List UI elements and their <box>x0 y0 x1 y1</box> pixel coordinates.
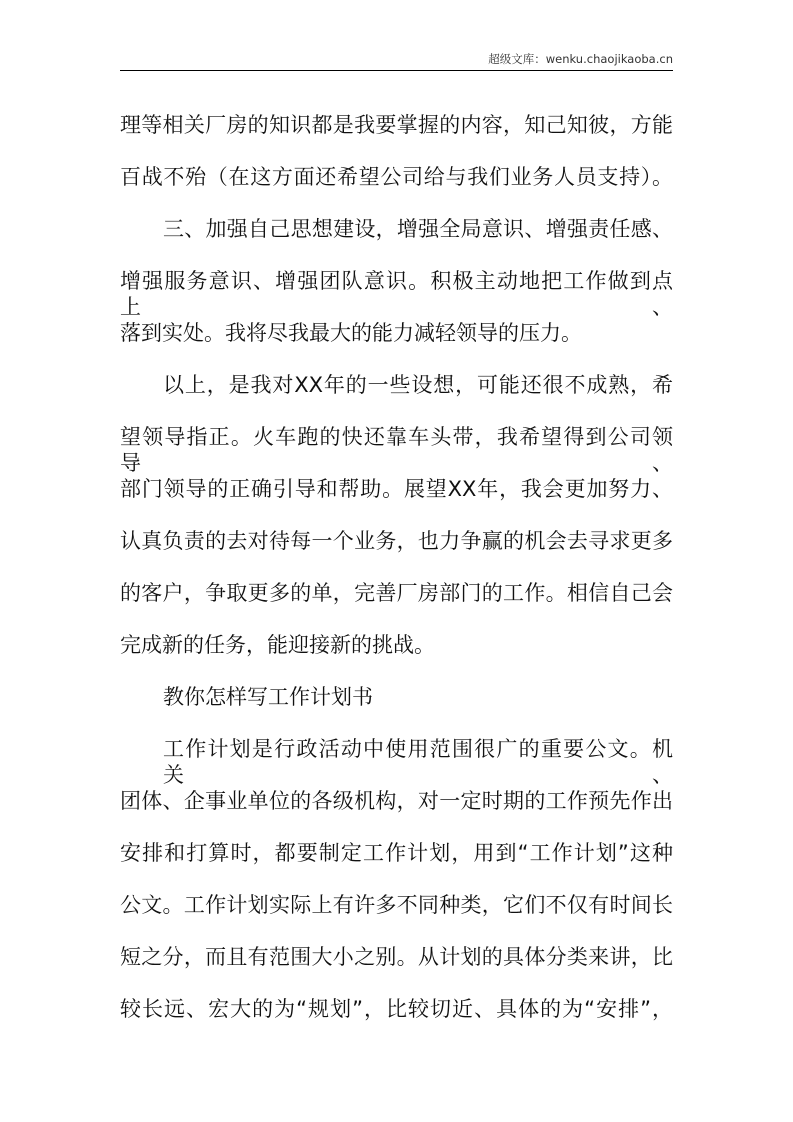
text-line: 增强服务意识、增强团队意识。积极主动地把工作做到点上、 <box>120 269 673 319</box>
text-line: 以上，是我对XX年的一些设想，可能还很不成熟，希 <box>163 373 673 397</box>
page-header-site: 超级文库：wenku.chaojikaoba.cn <box>488 52 673 66</box>
text-line: 团体、企事业单位的各级机构，对一定时期的工作预先作出 <box>120 789 673 813</box>
text-line: 公文。工作计划实际上有许多不同种类，它们不仅有时间长 <box>120 893 673 917</box>
text-line: 较长远、宏大的为“规划”，比较切近、具体的为“安排”， <box>120 997 673 1021</box>
text-line: 工作计划是行政活动中使用范围很广的重要公文。机关、 <box>163 737 673 787</box>
text-line: 安排和打算时，都要制定工作计划，用到“工作计划”这种 <box>120 841 673 865</box>
text-line: 部门领导的正确引导和帮助。展望XX年，我会更加努力、 <box>120 477 673 501</box>
text-line: 理等相关厂房的知识都是我要掌握的内容，知己知彼，方能 <box>120 113 673 137</box>
text-line: 完成新的任务，能迎接新的挑战。 <box>120 633 435 657</box>
text-line: 短之分，而且有范围大小之别。从计划的具体分类来讲，比 <box>120 945 673 969</box>
text-line: 教你怎样写工作计划书 <box>163 685 373 709</box>
text-line: 落到实处。我将尽我最大的能力减轻领导的压力。 <box>120 321 582 345</box>
text-line: 望领导指正。火车跑的快还靠车头带，我希望得到公司领导、 <box>120 425 673 475</box>
text-line: 三、加强自己思想建设，增强全局意识、增强责任感、 <box>163 217 673 241</box>
header-rule <box>120 70 673 71</box>
text-line: 的客户，争取更多的单，完善厂房部门的工作。相信自己会 <box>120 581 673 605</box>
text-line: 认真负责的去对待每一个业务，也力争赢的机会去寻求更多 <box>120 529 673 553</box>
text-line: 百战不殆（在这方面还希望公司给与我们业务人员支持）。 <box>120 165 673 189</box>
